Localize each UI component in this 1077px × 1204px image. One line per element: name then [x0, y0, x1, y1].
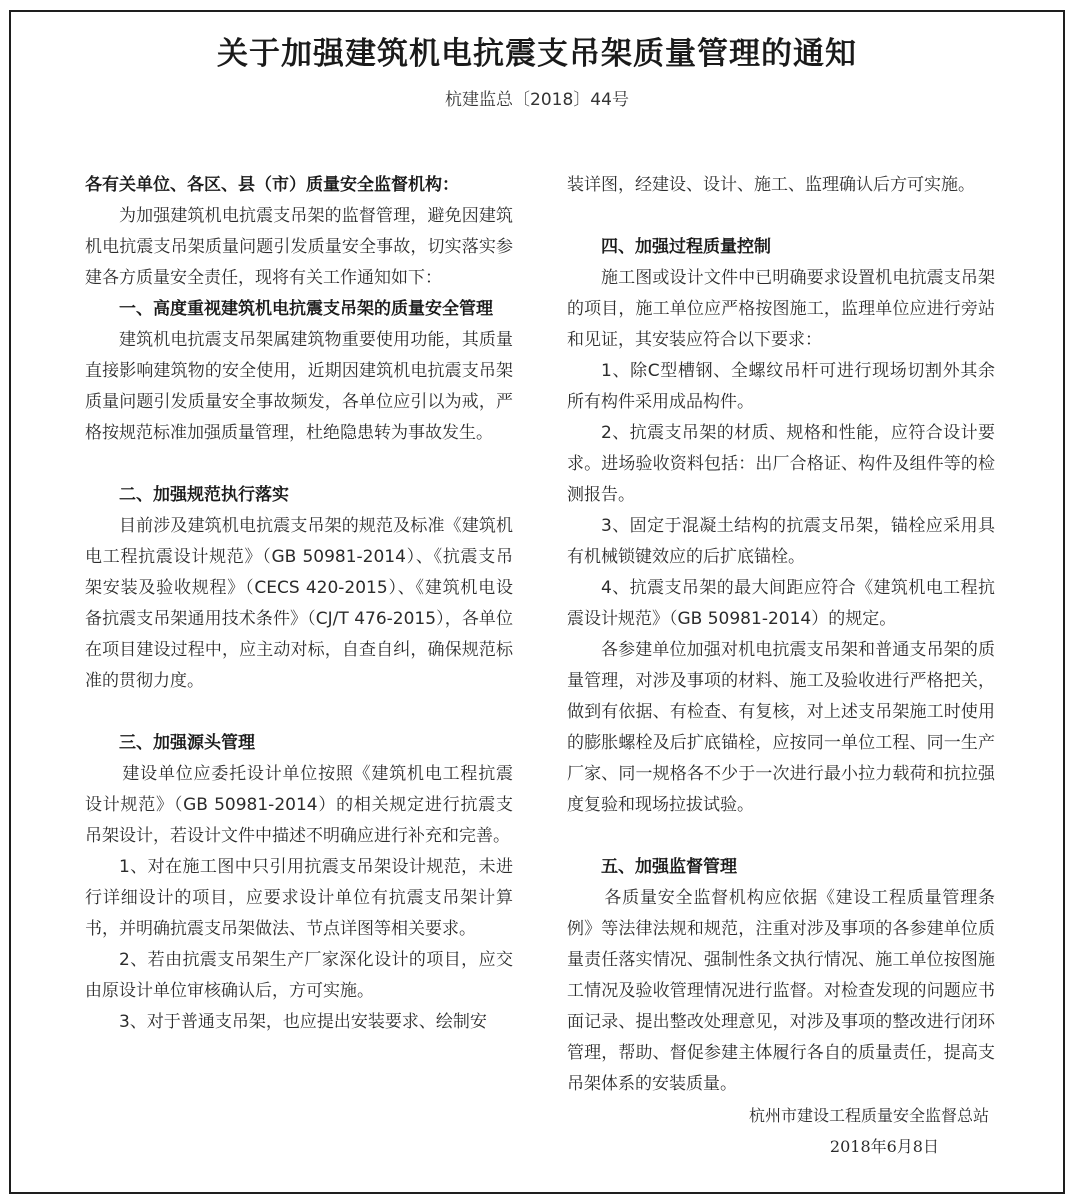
section-4-item-1: 1、除C型槽钢、全螺纹吊杆可进行现场切割外其余所有构件采用成品构件。 [567, 361, 995, 412]
section-4-body: 施工图或设计文件中已明确要求设置机电抗震支吊架的项目，施工单位应严格按图施工，监理单位应进行旁站和见证，其安装应符合以下要求： [567, 268, 995, 350]
section-1-body: 建筑机电抗震支吊架属建筑物重要使用功能，其质量直接影响建筑物的安全使用，近期因建筑机电抗震支吊架质量问题引发质量安全事故频发，各单位应引以为戒，严格按规范标准加强质量管理，杜绝隐患转为事故发生。 [85, 330, 513, 443]
left-column [85, 170, 513, 1038]
spacer [567, 201, 995, 232]
section-3-item-1: 1、对在施工图中只引用抗震支吊架设计规范，未进行详细设计的项目，应要求设计单位有抗震支吊架计算书，并明确抗震支吊架做法、节点详图等相关要求。 [85, 857, 513, 939]
section-3-item-2: 2、若由抗震支吊架生产厂家深化设计的项目，应交由原设计单位审核确认后，方可实施。 [85, 950, 513, 1001]
section-2-body: 目前涉及建筑机电抗震支吊架的规范及标准《建筑机电工程抗震设计规范》（GB 50981-2014）、《抗震支吊架安装及验收规程》（CECS 420-2015）、《建筑机电设备抗震支吊架通用技术条件》（CJ/T 476-2015），各单位在项目建设过程中，应主动对标，自查自纠，确保规范标准的贯彻力度。 [85, 516, 513, 691]
section-4-item-3: 3、固定于混凝土结构的抗震支吊架，锚栓应采用具有机械锁键效应的后扩底锚栓。 [567, 516, 995, 567]
section-5-heading: 五、加强监督管理 [601, 857, 737, 877]
section-1-heading: 一、高度重视建筑机电抗震支吊架的质量安全管理 [119, 299, 493, 319]
document-title: 关于加强建筑机电抗震支吊架质量管理的通知 [217, 36, 857, 72]
signature-date: 2018年6月8日 [829, 1137, 939, 1156]
section-4-item-2: 2、抗震支吊架的材质、规格和性能，应符合设计要求。进场验收资料包括：出厂合格证、构件及组件等的检测报告。 [567, 423, 995, 505]
section-3-item-3-continued: 装详图，经建设、设计、施工、监理确认后方可实施。 [567, 175, 975, 195]
spacer [85, 697, 513, 728]
addressee: 各有关单位、各区、县（市）质量安全监督机构： [85, 175, 459, 195]
section-4-item-4: 4、抗震支吊架的最大间距应符合《建筑机电工程抗震设计规范》（GB 50981-2014）的规定。 [567, 578, 995, 629]
spacer [85, 449, 513, 480]
section-4-body-2: 各参建单位加强对机电抗震支吊架和普通支吊架的质量管理，对涉及事项的材料、施工及验收进行严格把关，做到有依据、有检查、有复核，对上述支吊架施工时使用的膨胀螺栓及后扩底锚栓，应按同一单位工程、同一生产厂家、同一规格各不少于一次进行最小拉力载荷和抗拉强度复验和现场拉拔试验。 [567, 640, 995, 815]
document-number: 杭建监总〔2018〕44号 [445, 90, 629, 110]
section-3-body: 建设单位应委托设计单位按照《建筑机电工程抗震设计规范》（GB 50981-2014）的相关规定进行抗震支吊架设计，若设计文件中描述不明确应进行补充和完善。 [85, 764, 513, 846]
section-4-heading: 四、加强过程质量控制 [601, 237, 771, 257]
spacer [567, 821, 995, 852]
section-2-heading: 二、加强规范执行落实 [119, 485, 289, 505]
section-5-body: 各质量安全监督机构应依据《建设工程质量管理条例》等法律法规和规范，注重对涉及事项的各参建单位质量责任落实情况、强制性条文执行情况、施工单位按图施工情况及验收管理情况进行监督。对检查发现的问题应书面记录、提出整改处理意见，对涉及事项的整改进行闭环管理，帮助、督促参建主体履行各自的质量责任，提高支吊架体系的安装质量。 [567, 888, 995, 1094]
signature-organization: 杭州市建设工程质量安全监督总站 [748, 1106, 989, 1125]
section-3-heading: 三、加强源头管理 [119, 733, 255, 753]
intro-paragraph: 为加强建筑机电抗震支吊架的监督管理，避免因建筑机电抗震支吊架质量问题引发质量安全事故，切实落实参建各方质量安全责任，现将有关工作通知如下： [85, 206, 513, 288]
right-column [567, 170, 995, 1162]
section-3-item-3: 3、对于普通支吊架，也应提出安装要求、绘制安 [119, 1012, 487, 1032]
